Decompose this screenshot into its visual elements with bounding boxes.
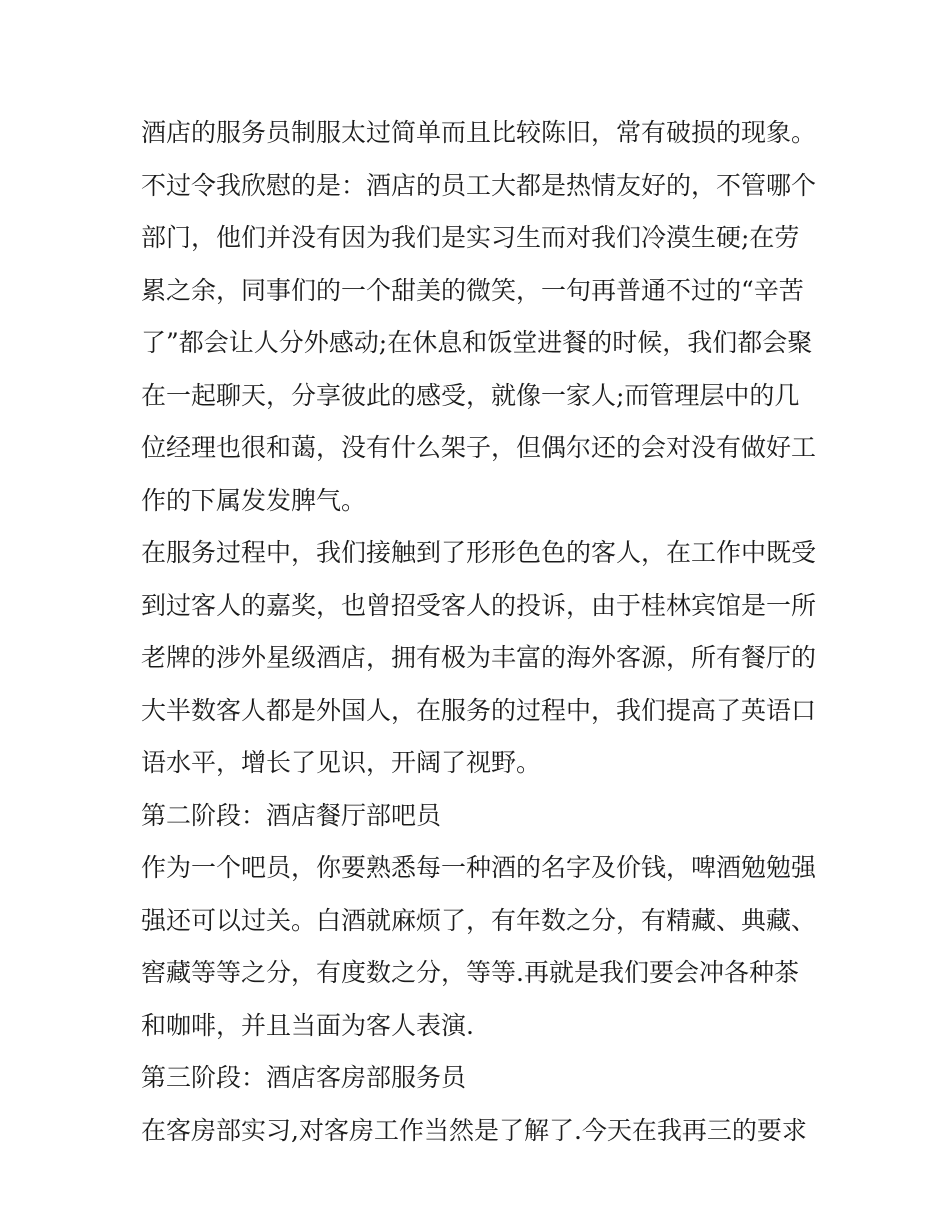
text-line: 酒店的服务员制服太过简单而且比较陈旧，常有破损的现象。 — [141, 118, 817, 147]
text-line: 老牌的涉外星级酒店，拥有极为丰富的海外客源，所有餐厅的 — [141, 643, 817, 672]
text-line: 了”都会让人分外感动;在休息和饭堂进餐的时候，我们都会聚 — [141, 328, 813, 357]
text-line: 作的下属发发脾气。 — [141, 485, 367, 515]
text-line: 语水平，增长了见识，开阔了视野。 — [141, 748, 542, 777]
text-line: 大半数客人都是外国人，在服务的过程中，我们提高了英语口 — [141, 695, 817, 725]
text-line: 在客房部实习,对客房工作当然是了解了.今天在我再三的要求 — [141, 1115, 807, 1145]
text-line: 作为一个吧员，你要熟悉每一种酒的名字及价钱，啤酒勉勉强 — [141, 853, 817, 882]
text-line: 窖藏等等之分，有度数之分，等等.再就是我们要会冲各种茶 — [141, 958, 799, 987]
text-line: 累之余，同事们的一个甜美的微笑，一句再普通不过的“辛苦 — [141, 275, 804, 305]
text-line: 在服务过程中，我们接触到了形形色色的客人，在工作中既受 — [141, 538, 817, 567]
section-heading-stage-two: 第二阶段：酒店餐厅部吧员 — [141, 800, 442, 830]
text-line: 到过客人的嘉奖，也曾招受客人的投诉，由于桂林宾馆是一所 — [141, 590, 817, 620]
section-heading-stage-three: 第三阶段：酒店客房部服务员 — [141, 1063, 467, 1092]
text-line: 强还可以过关。白酒就麻烦了，有年数之分，有精藏、典藏、 — [141, 905, 817, 935]
text-line: 在一起聊天，分享彼此的感受，就像一家人;而管理层中的几 — [141, 380, 800, 410]
text-line: 不过令我欣慰的是：酒店的员工大都是热情友好的，不管哪个 — [141, 170, 817, 200]
text-line: 位经理也很和蔼，没有什么架子，但偶尔还的会对没有做好工 — [141, 433, 817, 462]
body-text — [141, 107, 821, 1157]
text-line: 部门，他们并没有因为我们是实习生而对我们冷漠生硬;在劳 — [141, 223, 800, 252]
text-line: 和咖啡，并且当面为客人表演. — [141, 1010, 474, 1040]
